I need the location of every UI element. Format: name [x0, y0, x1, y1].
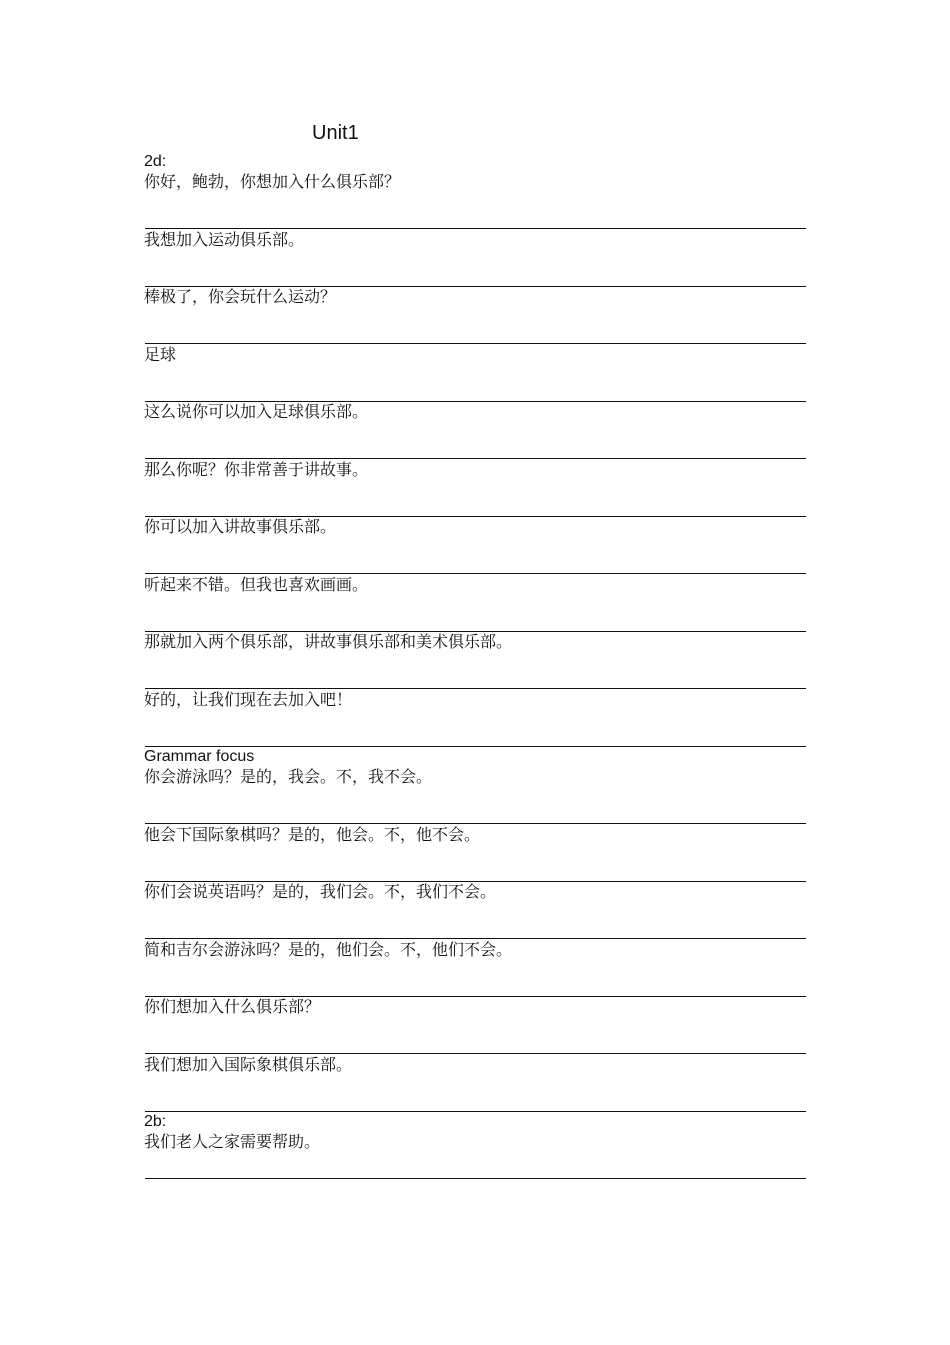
- line-text: 棒极了，你会玩什么运动？: [144, 287, 337, 306]
- line-text: 你们会说英语吗？是的，我们会。不，我们不会。: [144, 882, 497, 901]
- answer-rule: [145, 1178, 806, 1179]
- worksheet-line: [144, 345, 806, 403]
- line-text: 他会下国际象棋吗？是的，他会。不，他不会。: [144, 824, 481, 844]
- line-text: 听起来不错。但我也喜欢画画。: [144, 574, 369, 594]
- line-text: 你可以加入讲故事俱乐部。: [144, 517, 337, 536]
- line-text: 好的，让我们现在去加入吧！: [144, 689, 353, 709]
- worksheet-line: [144, 767, 806, 825]
- worksheet-line: [144, 230, 806, 288]
- line-text: 这么说你可以加入足球俱乐部。: [144, 402, 369, 421]
- worksheet-line: [144, 825, 806, 883]
- worksheet-line: [144, 997, 806, 1055]
- line-text: 那就加入两个俱乐部，讲故事俱乐部和美术俱乐部。: [144, 632, 513, 651]
- section-label-grammar-focus: Grammar focus: [144, 748, 255, 765]
- worksheet-line: [144, 940, 806, 998]
- worksheet-line: [144, 632, 806, 690]
- line-text: 你们想加入什么俱乐部？: [144, 997, 321, 1016]
- worksheet-line: [144, 1132, 806, 1190]
- worksheet-line: [144, 287, 806, 345]
- answer-rule: [145, 1111, 806, 1112]
- worksheet-line: [144, 517, 806, 575]
- line-text: 足球: [144, 344, 177, 364]
- worksheet-content: [144, 152, 806, 1190]
- line-text: 我想加入运动俱乐部。: [144, 229, 305, 249]
- worksheet-line: [144, 1055, 806, 1113]
- worksheet-line: [144, 575, 806, 633]
- worksheet-line: [144, 882, 806, 940]
- line-text: 我们老人之家需要帮助。: [144, 1132, 321, 1151]
- section-label-2b: 2b:: [144, 1113, 167, 1130]
- worksheet-line: [144, 460, 806, 518]
- line-text: 我们想加入国际象棋俱乐部。: [144, 1054, 353, 1074]
- line-text: 那么你呢？你非常善于讲故事。: [144, 459, 369, 479]
- section-label-2d: 2d:: [144, 153, 167, 170]
- worksheet-line: [144, 172, 806, 230]
- answer-rule: [145, 746, 806, 747]
- page-title: Unit1: [312, 122, 359, 144]
- line-text: 你好，鲍勃，你想加入什么俱乐部？: [144, 172, 401, 191]
- line-text: 简和吉尔会游泳吗？是的，他们会。不，他们不会。: [144, 939, 513, 959]
- line-text: 你会游泳吗？是的，我会。不，我不会。: [144, 767, 433, 786]
- worksheet-line: [144, 690, 806, 748]
- worksheet-line: [144, 402, 806, 460]
